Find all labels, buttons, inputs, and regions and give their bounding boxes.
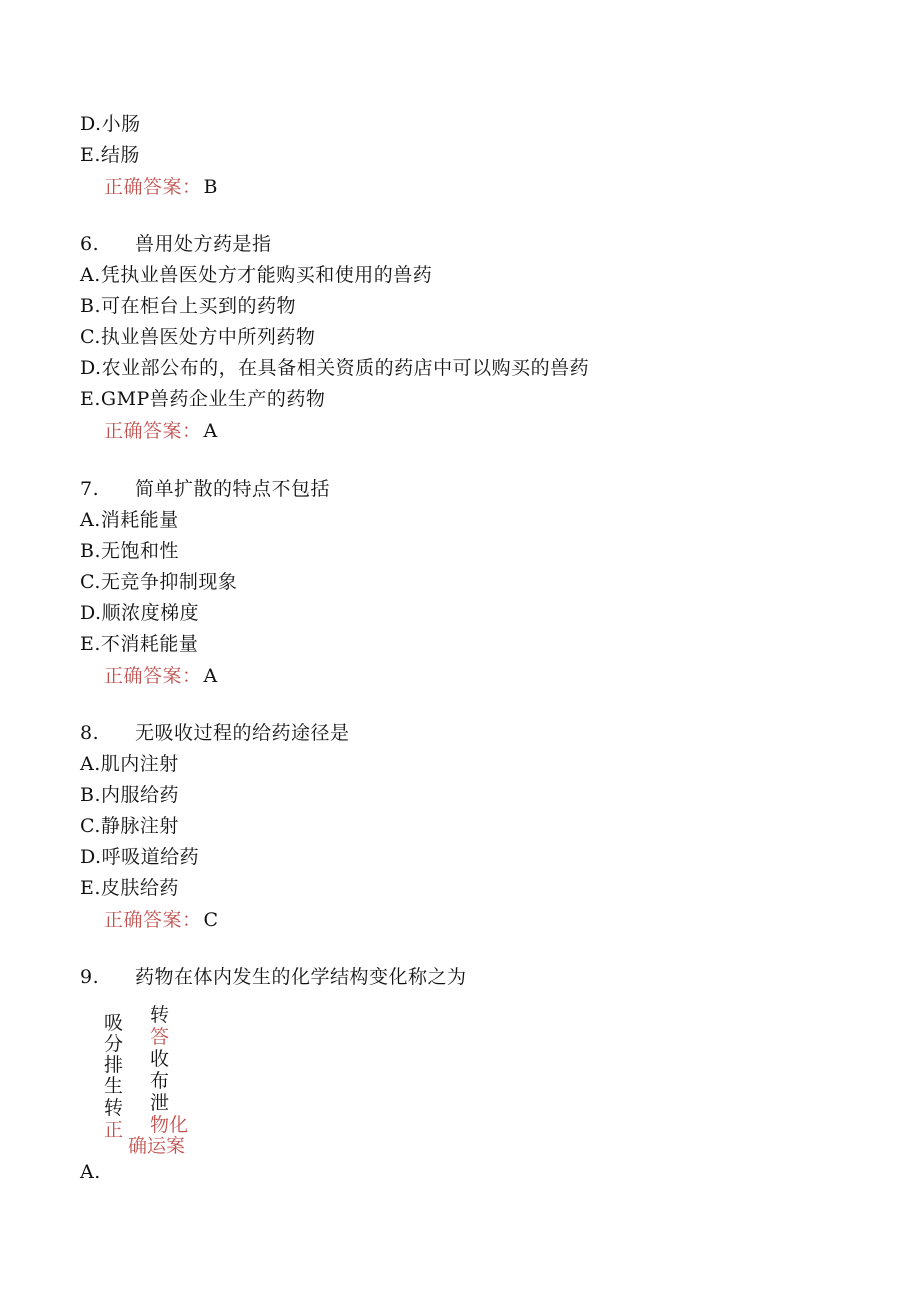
q9-fragment-col1-3: 生 xyxy=(104,1075,124,1097)
q9-fragment-bottom: 确运案 xyxy=(128,1135,186,1157)
q6-option-a xyxy=(80,263,432,287)
answer-value: B xyxy=(203,176,218,198)
option-text: 无饱和性 xyxy=(101,540,180,562)
q8-option-e xyxy=(80,876,179,900)
option-letter: D. xyxy=(80,113,102,135)
option-text: 无竞争抑制现象 xyxy=(100,571,238,593)
q7-stem xyxy=(80,477,330,501)
q6-option-b xyxy=(80,294,296,318)
answer-label: 正确答案： xyxy=(104,176,202,198)
q7-option-b xyxy=(80,539,179,563)
q8-option-b xyxy=(80,783,179,807)
q7-option-a xyxy=(80,508,179,532)
option-text: 顺浓度梯度 xyxy=(101,602,200,624)
q6-option-c xyxy=(80,325,315,349)
option-letter: D. xyxy=(80,602,102,624)
question-text: 兽用处方药是指 xyxy=(135,233,272,255)
option-letter: E. xyxy=(80,877,101,899)
question-number: 8. xyxy=(80,722,100,744)
answer-label: 正确答案： xyxy=(104,909,202,931)
q7-option-c xyxy=(80,570,237,594)
q9-fragment-col1-2: 排 xyxy=(104,1054,124,1076)
q8-stem xyxy=(80,721,350,745)
option-letter: B. xyxy=(80,540,102,562)
q9-fragment-col2-2: 收 xyxy=(150,1048,170,1070)
option-letter: C. xyxy=(80,571,101,593)
option-text: 凭执业兽医处方才能购买和使用的兽药 xyxy=(100,264,433,286)
question-text: 药物在体内发生的化学结构变化称之为 xyxy=(135,966,467,988)
option-letter: A. xyxy=(80,753,101,775)
option-text: 肌内注射 xyxy=(100,753,179,775)
option-letter: E. xyxy=(80,388,101,410)
q6-option-e xyxy=(80,387,325,411)
option-text: 可在柜台上买到的药物 xyxy=(101,295,297,317)
option-text: 不消耗能量 xyxy=(100,633,199,655)
option-letter: B. xyxy=(80,295,102,317)
question-text: 无吸收过程的给药途径是 xyxy=(135,722,350,744)
q9-stem xyxy=(80,965,467,989)
q9-fragment-col1-4: 转 xyxy=(104,1097,124,1119)
answer-label: 正确答案： xyxy=(104,420,202,442)
q5-option-e xyxy=(80,143,140,167)
option-letter: D. xyxy=(80,357,102,379)
option-text: 结肠 xyxy=(100,144,140,166)
option-letter: A. xyxy=(80,509,101,531)
option-text: 小肠 xyxy=(101,113,141,135)
q9-fragment-col1-5: 正 xyxy=(104,1119,124,1141)
option-text: 皮肤给药 xyxy=(100,877,179,899)
q6-answer xyxy=(104,419,218,443)
option-letter: D. xyxy=(80,846,102,868)
q7-answer xyxy=(104,664,218,688)
q5-answer xyxy=(104,175,218,199)
answer-label: 正确答案： xyxy=(104,665,202,687)
q9-fragment-col2-0: 转 xyxy=(150,1004,170,1026)
option-text: 呼吸道给药 xyxy=(101,846,200,868)
option-text: 静脉注射 xyxy=(100,815,179,837)
q8-answer xyxy=(104,908,219,932)
q7-option-d xyxy=(80,601,199,625)
question-number: 9. xyxy=(80,966,100,988)
q9-fragment-col2-1: 答 xyxy=(150,1026,170,1048)
q9-fragment-col1-1: 分 xyxy=(104,1033,124,1055)
q9-fragment-col2-4: 泄 xyxy=(150,1092,170,1114)
q9-fragment-col2-5: 物化 xyxy=(150,1114,189,1136)
answer-value: A xyxy=(203,665,218,687)
option-letter: A. xyxy=(80,264,101,286)
option-text: 内服给药 xyxy=(101,784,180,806)
q9-fragment-col1-0: 吸 xyxy=(104,1012,124,1034)
question-text: 简单扩散的特点不包括 xyxy=(135,478,331,500)
q5-option-d xyxy=(80,112,141,136)
option-text: 农业部公布的，在具备相关资质的药店中可以购买的兽药 xyxy=(101,357,590,379)
answer-value: A xyxy=(203,420,218,442)
option-letter: C. xyxy=(80,326,101,348)
q7-option-e xyxy=(80,632,198,656)
option-text: 执业兽医处方中所列药物 xyxy=(100,326,316,348)
q8-option-a xyxy=(80,752,179,776)
answer-value: C xyxy=(203,909,219,931)
q8-option-d xyxy=(80,845,199,869)
q6-stem xyxy=(80,232,272,256)
q9-fragment-col2-3: 布 xyxy=(150,1070,170,1092)
option-text: GMP兽药企业生产的药物 xyxy=(100,388,326,410)
option-letter: E. xyxy=(80,633,101,655)
q8-option-c xyxy=(80,814,179,838)
option-letter: A. xyxy=(80,1161,101,1183)
option-letter: C. xyxy=(80,815,101,837)
q6-option-d xyxy=(80,356,589,380)
option-text: 消耗能量 xyxy=(100,509,179,531)
question-number: 7. xyxy=(80,478,100,500)
option-letter: E. xyxy=(80,144,101,166)
option-letter: B. xyxy=(80,784,102,806)
question-number: 6. xyxy=(80,233,100,255)
q9-trailing-option xyxy=(80,1160,101,1184)
